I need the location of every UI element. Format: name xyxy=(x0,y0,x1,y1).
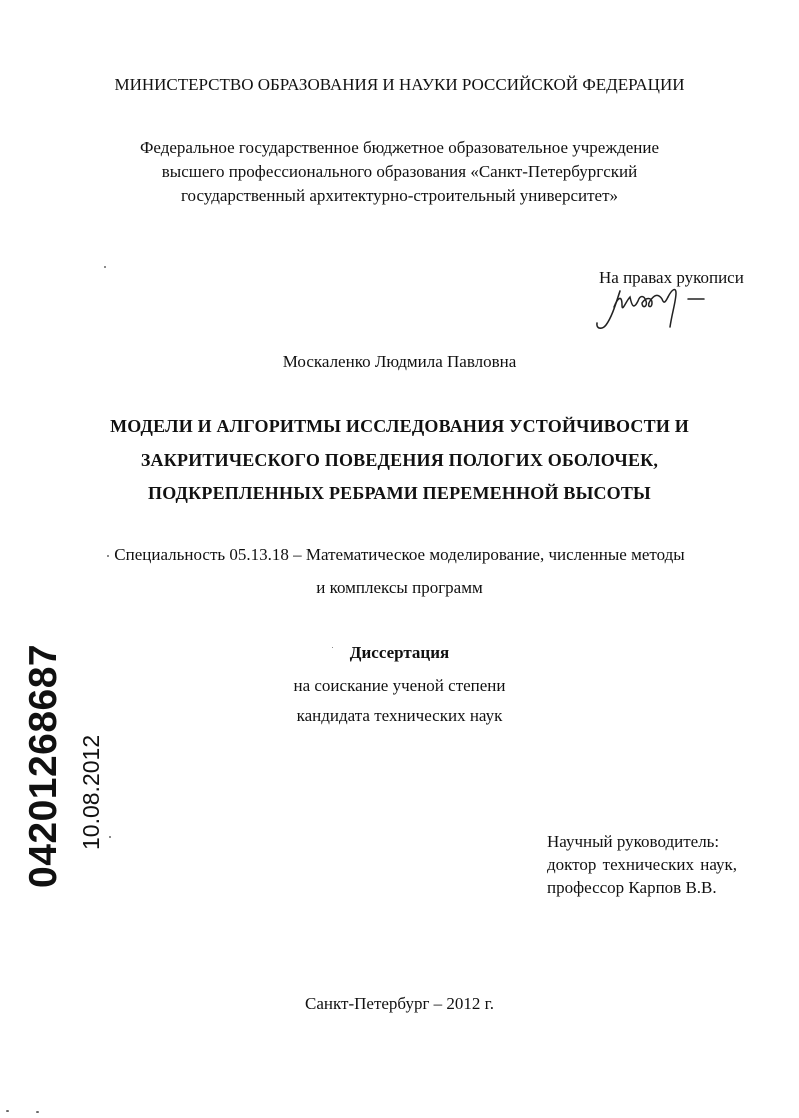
specialty-line-1: Специальность 05.13.18 – Математическое моделирование, численные методы xyxy=(114,545,685,564)
institution-line-2: высшего профессионального образования «Санкт-Петербургский xyxy=(161,162,638,181)
ministry-heading: МИНИСТЕРСТВО ОБРАЗОВАНИЯ И НАУКИ РОССИЙСКОЙ ФЕДЕРАЦИИ xyxy=(114,75,685,94)
scan-speck xyxy=(109,836,111,838)
thesis-title-line-2: ЗАКРИТИЧЕСКОГО ПОВЕДЕНИЯ ПОЛОГИХ ОБОЛОЧЕК, xyxy=(140,450,659,470)
institution-line-1: Федеральное государственное бюджетное образовательное учреждение xyxy=(139,138,660,157)
supervisor-label: Научный руководитель: xyxy=(547,832,720,851)
library-stamp xyxy=(8,643,104,890)
manuscript-note: На правах рукописи xyxy=(599,268,744,287)
thesis-title-line-1: МОДЕЛИ И АЛГОРИТМЫ ИССЛЕДОВАНИЯ УСТОЙЧИВОСТИ И xyxy=(110,416,689,436)
supervisor-degree: доктор технических наук, xyxy=(547,855,738,874)
supervisor-name: профессор Карпов В.В. xyxy=(547,878,717,897)
degree-line-1: на соискание ученой степени xyxy=(293,676,506,695)
thesis-title-line-3: ПОДКРЕПЛЕННЫХ РЕБРАМИ ПЕРЕМЕННОЙ ВЫСОТЫ xyxy=(148,483,651,503)
author-name: Москаленко Людмила Павловна xyxy=(282,352,517,371)
stamp-date: 10.08.2012 xyxy=(78,734,104,850)
author-signature xyxy=(592,283,712,335)
institution-line-3: государственный архитектурно-строительный университет» xyxy=(180,186,619,205)
scan-speck xyxy=(6,1110,9,1112)
scan-speck xyxy=(36,1111,39,1113)
dissertation-label: Диссертация xyxy=(349,643,450,662)
scan-speck xyxy=(332,647,333,648)
stamp-number: 04201268687 xyxy=(22,643,65,888)
degree-line-2: кандидата технических наук xyxy=(296,706,503,725)
scan-speck xyxy=(104,266,106,268)
scan-speck xyxy=(107,555,109,557)
city-year: Санкт-Петербург – 2012 г. xyxy=(305,994,494,1013)
specialty-line-2: и комплексы программ xyxy=(316,578,483,597)
